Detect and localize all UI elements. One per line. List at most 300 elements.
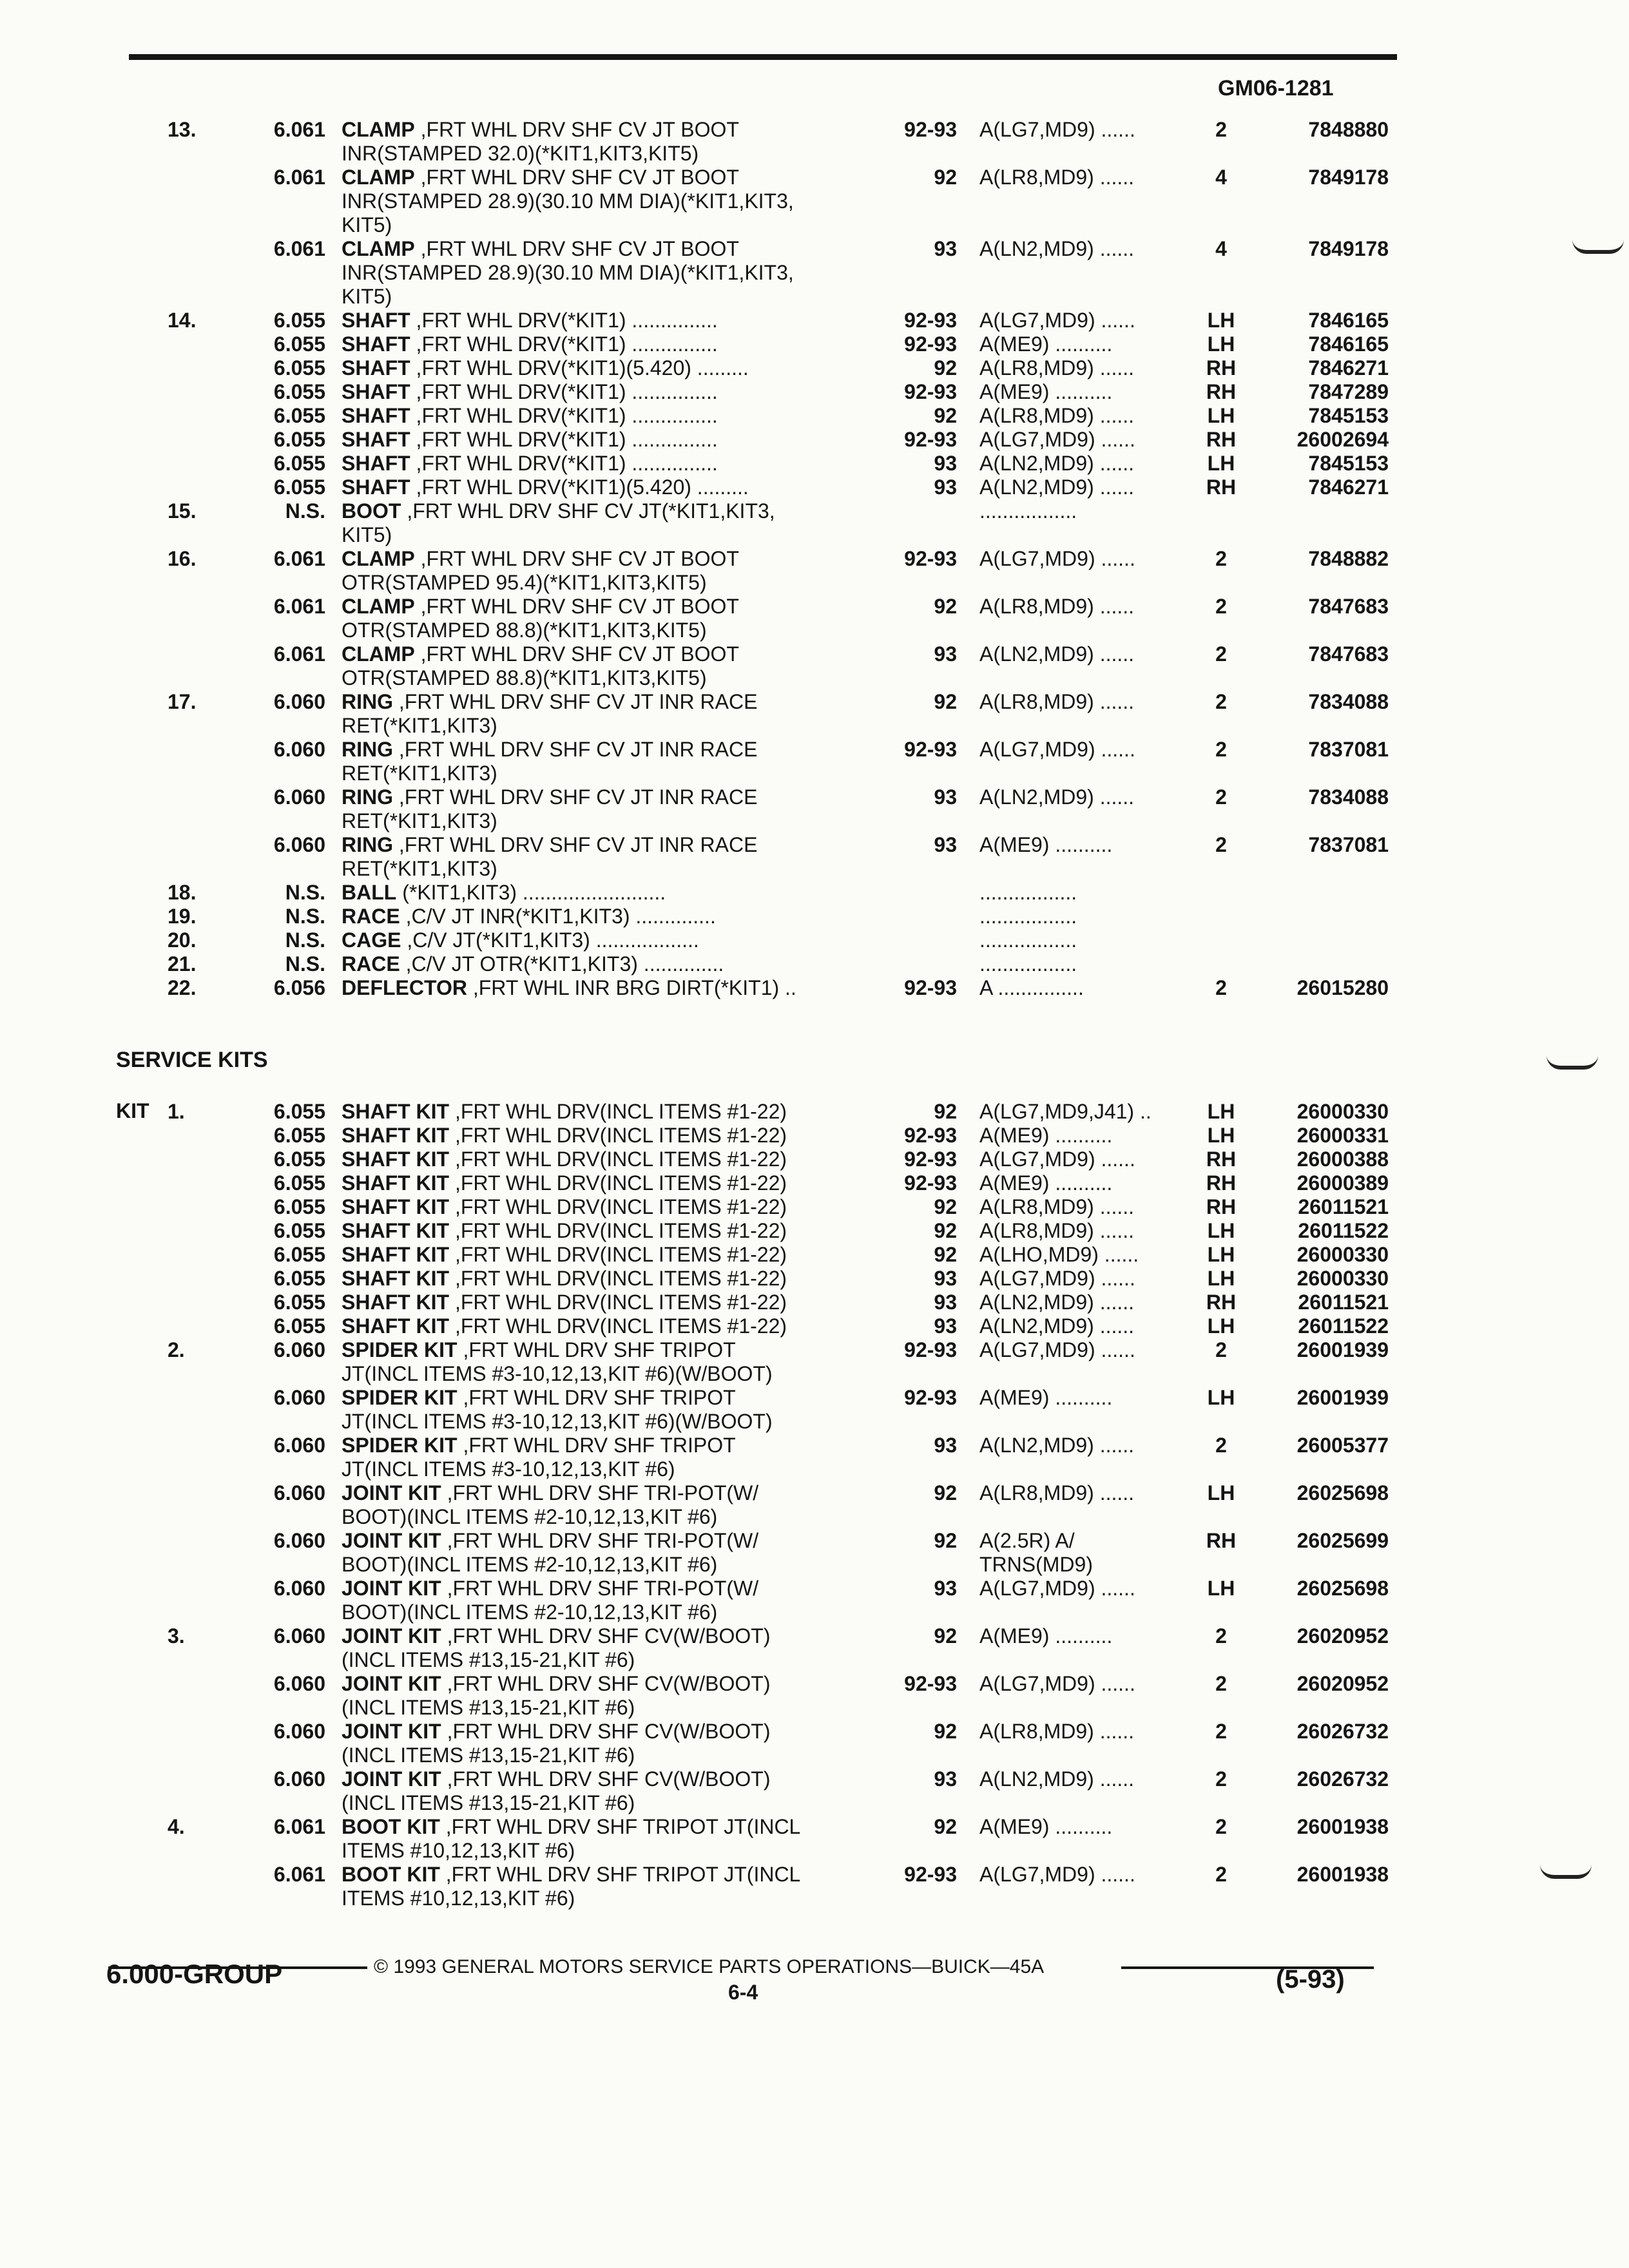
- model-year: 92-93: [904, 380, 957, 403]
- part-desc-text: ,FRT WHL DRV(*KIT1) ...............: [410, 332, 718, 356]
- part-row: [0, 475, 1629, 501]
- part-row: [0, 1338, 1629, 1363]
- model-year: 92: [934, 1243, 957, 1266]
- part-row: [0, 1481, 1629, 1506]
- quantity: LH: [1207, 452, 1235, 475]
- part-row: [0, 117, 1629, 143]
- part-row-continuation: [0, 713, 1629, 739]
- part-row-continuation: [0, 1552, 1629, 1578]
- part-number: 26020952: [1296, 1672, 1389, 1695]
- part-desc-text: (*KIT1,KIT3) .........................: [396, 881, 666, 904]
- model-year: 92-93: [904, 1171, 957, 1195]
- part-number: 7848880: [1308, 118, 1389, 141]
- part-desc-text: ,FRT WHL DRV SHF CV JT INR RACE: [393, 785, 758, 809]
- quantity: 2: [1215, 833, 1227, 856]
- part-name: CLAMP: [342, 595, 415, 618]
- part-name: JOINT KIT: [342, 1767, 441, 1791]
- part-number: 7849178: [1308, 237, 1389, 260]
- part-row: [0, 928, 1629, 954]
- model-year: 92-93: [904, 332, 957, 356]
- model-year: 92: [934, 1219, 957, 1242]
- item-number: 4.: [168, 1815, 185, 1838]
- part-number: 7847683: [1308, 595, 1389, 618]
- group-number: 6.055: [273, 1171, 325, 1195]
- group-number: 6.060: [273, 1481, 325, 1504]
- part-name: BOOT: [342, 499, 401, 523]
- group-number: 6.056: [273, 976, 325, 999]
- group-number: N.S.: [285, 499, 325, 523]
- part-name: RING: [342, 738, 393, 761]
- part-row-continuation: [0, 1361, 1629, 1387]
- model-year: 92: [934, 1624, 957, 1648]
- part-description: [342, 1218, 787, 1243]
- item-number: 16.: [168, 547, 197, 570]
- part-row: [0, 1671, 1629, 1697]
- quantity: 2: [1215, 1338, 1227, 1361]
- part-number: 7849178: [1308, 166, 1389, 189]
- service-kits-heading: SERVICE KITS: [116, 1048, 268, 1072]
- part-number: 7834088: [1308, 785, 1389, 809]
- model-year: 93: [934, 1291, 957, 1314]
- quantity: LH: [1207, 1386, 1235, 1409]
- model-year: 92-93: [904, 1338, 957, 1361]
- quantity: 2: [1215, 1863, 1227, 1886]
- part-desc-text: ,FRT WHL DRV(INCL ITEMS #1-22): [449, 1171, 787, 1195]
- part-number: 26000330: [1296, 1243, 1389, 1266]
- model-year: 93: [934, 237, 957, 260]
- part-number: 26025699: [1296, 1529, 1389, 1552]
- part-row: [0, 1719, 1629, 1745]
- group-number: 6.060: [273, 1529, 325, 1552]
- model-year: 92-93: [904, 1672, 957, 1695]
- part-number: 7834088: [1308, 690, 1389, 713]
- part-description: [342, 1433, 736, 1457]
- model-year: 92: [934, 356, 957, 380]
- item-number: 13.: [168, 118, 197, 141]
- item-number: 21.: [168, 952, 197, 975]
- part-row: [0, 380, 1629, 405]
- quantity: 2: [1215, 595, 1227, 618]
- part-description: [342, 689, 757, 714]
- part-desc-continuation: BOOT)(INCL ITEMS #2-10,12,13,KIT #6): [342, 1600, 718, 1624]
- application: A(LHO,MD9) ......: [979, 1243, 1139, 1266]
- part-row: [0, 1528, 1629, 1554]
- quantity: LH: [1207, 1219, 1235, 1242]
- application: A(ME9) ..........: [979, 1624, 1113, 1648]
- part-description: [342, 1290, 787, 1314]
- part-row-continuation: [0, 523, 1629, 548]
- application: A(LG7,MD9,J41) ..: [979, 1100, 1152, 1123]
- model-year: 92: [934, 1720, 957, 1743]
- part-description: [342, 1528, 758, 1553]
- model-year: 93: [934, 642, 957, 666]
- part-row: [0, 1314, 1629, 1340]
- part-desc-continuation: (INCL ITEMS #13,15-21,KIT #6): [342, 1744, 635, 1767]
- part-desc-continuation: KIT5): [342, 285, 392, 308]
- application: A(LN2,MD9) ......: [979, 1767, 1135, 1791]
- part-row-continuation: [0, 1791, 1629, 1816]
- top-rule: [129, 54, 1397, 60]
- part-desc-text: ,C/V JT INR(*KIT1,KIT3) ..............: [400, 905, 716, 928]
- margin-mark: [1540, 1865, 1592, 1879]
- part-name: SHAFT: [342, 380, 410, 403]
- part-description: [342, 1195, 787, 1219]
- quantity: LH: [1207, 1314, 1235, 1338]
- part-row: [0, 689, 1629, 715]
- model-year: 92-93: [904, 1386, 957, 1409]
- part-desc-continuation: KIT5): [342, 213, 392, 236]
- application: A(LR8,MD9) ......: [979, 1219, 1135, 1242]
- application: A(ME9) ..........: [979, 380, 1113, 403]
- part-number: 26000330: [1296, 1267, 1389, 1290]
- part-row-continuation: [0, 1886, 1629, 1912]
- part-number: 7845153: [1308, 404, 1389, 427]
- model-year: 92-93: [904, 547, 957, 570]
- group-number: 6.055: [273, 1267, 325, 1290]
- part-desc-text: ,FRT WHL DRV SHF TRI-POT(W/: [441, 1529, 759, 1552]
- part-description: [342, 1266, 787, 1291]
- part-row: [0, 880, 1629, 906]
- quantity: RH: [1206, 428, 1237, 451]
- application: .................: [979, 905, 1077, 928]
- application: A(LG7,MD9) ......: [979, 309, 1135, 332]
- part-desc-continuation: KIT5): [342, 523, 392, 546]
- part-row-continuation: [0, 809, 1629, 834]
- part-number: 7847289: [1308, 380, 1389, 403]
- part-number: 7837081: [1308, 833, 1389, 856]
- part-desc-continuation: INR(STAMPED 28.9)(30.10 MM DIA)(*KIT1,KIT3,: [342, 261, 794, 284]
- part-desc-text: ,FRT WHL DRV(INCL ITEMS #1-22): [449, 1314, 787, 1338]
- group-number: 6.055: [273, 428, 325, 451]
- quantity: 2: [1215, 785, 1227, 809]
- model-year: 93: [934, 1314, 957, 1338]
- part-name: JOINT KIT: [342, 1672, 441, 1695]
- part-row: [0, 1290, 1629, 1316]
- model-year: 92-93: [904, 1124, 957, 1147]
- part-desc-text: ,FRT WHL DRV SHF CV JT BOOT: [414, 166, 739, 189]
- part-row: [0, 356, 1629, 381]
- part-desc-text: ,FRT WHL DRV(INCL ITEMS #1-22): [449, 1267, 787, 1290]
- part-description: [342, 832, 757, 857]
- quantity: 2: [1215, 976, 1227, 999]
- part-name: SHAFT KIT: [342, 1100, 450, 1123]
- model-year: 93: [934, 1577, 957, 1600]
- part-description: [342, 1814, 800, 1839]
- part-name: BOOT KIT: [342, 1863, 440, 1886]
- part-desc-continuation: INR(STAMPED 28.9)(30.10 MM DIA)(*KIT1,KIT3,: [342, 189, 794, 213]
- part-row-continuation: [0, 666, 1629, 691]
- part-name: RACE: [342, 952, 400, 975]
- part-description: [342, 1147, 787, 1171]
- footer-page-number: 6-4: [728, 1981, 758, 2004]
- part-row-continuation: [0, 856, 1629, 882]
- part-name: RACE: [342, 905, 400, 928]
- group-number: 6.055: [273, 309, 325, 332]
- model-year: 92: [934, 1195, 957, 1218]
- part-row-continuation: [0, 570, 1629, 596]
- part-name: SHAFT KIT: [342, 1148, 450, 1171]
- quantity: RH: [1206, 476, 1237, 499]
- part-desc-continuation: OTR(STAMPED 95.4)(*KIT1,KIT3,KIT5): [342, 571, 707, 594]
- part-row-continuation: [0, 1600, 1629, 1626]
- quantity: RH: [1206, 1529, 1237, 1552]
- part-description: [342, 1171, 787, 1195]
- part-desc-text: ,FRT WHL DRV(*KIT1) ...............: [410, 452, 718, 475]
- part-number: 26026732: [1296, 1720, 1389, 1743]
- model-year: 92: [934, 690, 957, 713]
- part-row: [0, 785, 1629, 811]
- group-number: 6.055: [273, 404, 325, 427]
- application: A(LG7,MD9) ......: [979, 1338, 1135, 1361]
- group-number: 6.060: [273, 1338, 325, 1361]
- part-name: SHAFT KIT: [342, 1243, 450, 1266]
- part-desc-continuation: RET(*KIT1,KIT3): [342, 809, 497, 832]
- item-number: 19.: [168, 905, 197, 928]
- part-name: JOINT KIT: [342, 1529, 441, 1552]
- application: A(2.5R) A/: [979, 1529, 1075, 1552]
- part-name: SHAFT: [342, 332, 410, 356]
- quantity: RH: [1206, 1291, 1237, 1314]
- part-desc-text: ,FRT WHL DRV(*KIT1) ...............: [410, 404, 718, 427]
- part-row: [0, 642, 1629, 668]
- part-desc-text: ,C/V JT OTR(*KIT1,KIT3) ..............: [400, 952, 724, 975]
- part-desc-text: ,FRT WHL DRV SHF CV JT(*KIT1,KIT3,: [401, 499, 775, 523]
- application: A(ME9) ..........: [979, 1386, 1113, 1409]
- part-row: [0, 975, 1629, 1001]
- footer-copyright: © 1993 GENERAL MOTORS SERVICE PARTS OPERATIONS—BUICK—45A: [374, 1956, 1045, 1977]
- quantity: RH: [1206, 1148, 1237, 1171]
- part-desc-text: ,FRT WHL DRV SHF CV(W/BOOT): [441, 1720, 771, 1743]
- item-number: 18.: [168, 881, 197, 904]
- part-name: DEFLECTOR: [342, 976, 467, 999]
- model-year: 92: [934, 166, 957, 189]
- part-number: 7846271: [1308, 356, 1389, 380]
- group-number: N.S.: [285, 905, 325, 928]
- model-year: 92: [934, 404, 957, 427]
- group-number: 6.055: [273, 380, 325, 403]
- model-year: 92-93: [904, 118, 957, 141]
- part-description: [342, 594, 739, 619]
- group-number: 6.055: [273, 1291, 325, 1314]
- part-name: SHAFT KIT: [342, 1195, 450, 1218]
- application: A(LR8,MD9) ......: [979, 1481, 1135, 1504]
- quantity: 2: [1215, 1767, 1227, 1791]
- part-number: 26011521: [1298, 1291, 1389, 1314]
- quantity: LH: [1207, 332, 1235, 356]
- part-desc-text: ,FRT WHL DRV SHF CV JT INR RACE: [393, 738, 758, 761]
- part-number: 26000330: [1296, 1100, 1389, 1123]
- application: A(LN2,MD9) ......: [979, 237, 1135, 260]
- part-number: 26026732: [1296, 1767, 1389, 1791]
- part-number: 26011522: [1298, 1219, 1389, 1242]
- application: A(LG7,MD9) ......: [979, 547, 1135, 570]
- part-desc-text: ,FRT WHL DRV(*KIT1)(5.420) .........: [410, 476, 749, 499]
- item-number: 1.: [168, 1100, 185, 1123]
- part-row: [0, 1814, 1629, 1840]
- part-row: [0, 165, 1629, 191]
- group-number: 6.060: [273, 1624, 325, 1648]
- part-number: 26001939: [1296, 1338, 1389, 1361]
- group-number: 6.060: [273, 1577, 325, 1600]
- part-row: [0, 1099, 1629, 1125]
- part-desc-text: ,FRT WHL DRV(INCL ITEMS #1-22): [449, 1148, 787, 1171]
- part-desc-continuation: RET(*KIT1,KIT3): [342, 714, 497, 737]
- application: A(LN2,MD9) ......: [979, 1434, 1135, 1457]
- group-number: 6.055: [273, 1100, 325, 1123]
- model-year: 93: [934, 452, 957, 475]
- group-number: 6.061: [273, 1863, 325, 1886]
- part-row: [0, 832, 1629, 858]
- application: .................: [979, 881, 1077, 904]
- application: A(LN2,MD9) ......: [979, 785, 1135, 809]
- part-description: [342, 165, 739, 189]
- model-year: 92: [934, 1815, 957, 1838]
- part-desc-text: ,FRT WHL DRV(*KIT1) ...............: [410, 380, 718, 403]
- part-desc-text: ,FRT WHL DRV SHF CV JT BOOT: [414, 118, 739, 141]
- part-number: 26015280: [1296, 976, 1389, 999]
- model-year: 92: [934, 1100, 957, 1123]
- model-year: 93: [934, 1767, 957, 1791]
- part-number: 26025698: [1296, 1481, 1389, 1504]
- part-description: [342, 117, 739, 142]
- margin-mark: [1572, 240, 1624, 254]
- part-description: [342, 1767, 771, 1791]
- part-desc-text: ,FRT WHL DRV SHF CV(W/BOOT): [441, 1672, 771, 1695]
- part-row: [0, 594, 1629, 620]
- application: A(LR8,MD9) ......: [979, 404, 1135, 427]
- group-number: 6.060: [273, 1767, 325, 1791]
- part-name: SHAFT: [342, 452, 410, 475]
- part-row: [0, 1195, 1629, 1220]
- part-description: [342, 904, 716, 928]
- application: A(LG7,MD9) ......: [979, 428, 1135, 451]
- part-desc-continuation: (INCL ITEMS #13,15-21,KIT #6): [342, 1648, 635, 1671]
- part-row: [0, 1171, 1629, 1196]
- quantity: 2: [1215, 1672, 1227, 1695]
- model-year: 93: [934, 1434, 957, 1457]
- part-desc-continuation: INR(STAMPED 32.0)(*KIT1,KIT3,KIT5): [342, 142, 699, 165]
- quantity: 2: [1215, 118, 1227, 141]
- application: A(ME9) ..........: [979, 332, 1113, 356]
- application: A(LN2,MD9) ......: [979, 642, 1135, 666]
- part-description: [342, 928, 699, 952]
- model-year: 92-93: [904, 976, 957, 999]
- part-row-continuation: [0, 213, 1629, 238]
- part-number: 26020952: [1296, 1624, 1389, 1648]
- part-name: CLAMP: [342, 642, 415, 666]
- item-number: 3.: [168, 1624, 185, 1648]
- part-desc-continuation: OTR(STAMPED 88.8)(*KIT1,KIT3,KIT5): [342, 666, 707, 689]
- part-name: RING: [342, 690, 393, 713]
- part-desc-text: ,FRT WHL DRV SHF CV(W/BOOT): [441, 1624, 771, 1648]
- group-number: 6.060: [273, 738, 325, 761]
- part-description: [342, 1719, 771, 1744]
- part-description: [342, 380, 718, 404]
- group-number: 6.055: [273, 332, 325, 356]
- part-description: [342, 1862, 800, 1887]
- part-description: [342, 1481, 758, 1505]
- part-desc-text: ,FRT WHL DRV SHF TRIPOT JT(INCL: [439, 1863, 801, 1886]
- part-description: [342, 403, 718, 428]
- model-year: 93: [934, 476, 957, 499]
- part-row: [0, 1433, 1629, 1459]
- group-number: N.S.: [285, 952, 325, 975]
- item-number: 20.: [168, 928, 197, 952]
- part-number: 7846165: [1308, 309, 1389, 332]
- part-row-continuation: [0, 618, 1629, 644]
- application: A(LR8,MD9) ......: [979, 1195, 1135, 1218]
- quantity: 2: [1215, 1624, 1227, 1648]
- part-desc-continuation: (INCL ITEMS #13,15-21,KIT #6): [342, 1791, 635, 1814]
- part-name: SPIDER KIT: [342, 1338, 458, 1361]
- quantity: LH: [1207, 1481, 1235, 1504]
- part-name: RING: [342, 785, 393, 809]
- item-number: 17.: [168, 690, 197, 713]
- part-desc-continuation: OTR(STAMPED 88.8)(*KIT1,KIT3,KIT5): [342, 619, 707, 642]
- model-year: 92: [934, 1529, 957, 1552]
- part-description: [342, 499, 775, 523]
- part-description: [342, 1576, 758, 1600]
- part-description: [342, 332, 718, 356]
- application: A(LG7,MD9) ......: [979, 738, 1135, 761]
- part-name: CLAMP: [342, 118, 415, 141]
- part-desc-text: ,FRT WHL DRV(*KIT1) ...............: [410, 428, 718, 451]
- part-desc-text: ,FRT WHL DRV(INCL ITEMS #1-22): [449, 1291, 787, 1314]
- part-number: 26001938: [1296, 1863, 1389, 1886]
- application: .................: [979, 952, 1077, 975]
- part-description: [342, 785, 757, 809]
- part-description: [342, 737, 757, 762]
- quantity: LH: [1207, 404, 1235, 427]
- model-year: 92-93: [904, 1863, 957, 1886]
- part-row-continuation: [0, 284, 1629, 310]
- part-number: 26025698: [1296, 1577, 1389, 1600]
- quantity: 2: [1215, 690, 1227, 713]
- item-number: 2.: [168, 1338, 185, 1361]
- part-desc-text: ,FRT WHL DRV SHF TRIPOT: [457, 1434, 736, 1457]
- part-row-continuation: [0, 1838, 1629, 1864]
- part-number: 7837081: [1308, 738, 1389, 761]
- application: A(LR8,MD9) ......: [979, 595, 1135, 618]
- model-year: 92-93: [904, 1148, 957, 1171]
- part-row: [0, 499, 1629, 524]
- part-name: RING: [342, 833, 393, 856]
- part-desc-continuation: ITEMS #10,12,13,KIT #6): [342, 1887, 575, 1910]
- part-desc-continuation: BOOT)(INCL ITEMS #2-10,12,13,KIT #6): [342, 1505, 718, 1528]
- quantity: LH: [1207, 1577, 1235, 1600]
- part-description: [342, 1624, 771, 1648]
- part-number: 26000389: [1296, 1171, 1389, 1195]
- quantity: LH: [1207, 1100, 1235, 1123]
- group-number: 6.060: [273, 833, 325, 856]
- application: .................: [979, 928, 1077, 952]
- application-continuation: TRNS(MD9): [979, 1553, 1093, 1576]
- application: A(LN2,MD9) ......: [979, 452, 1135, 475]
- group-number: N.S.: [285, 881, 325, 904]
- part-row: [0, 1123, 1629, 1149]
- group-number: 6.055: [273, 356, 325, 380]
- quantity: RH: [1206, 356, 1237, 380]
- part-desc-text: ,FRT WHL DRV(INCL ITEMS #1-22): [449, 1195, 787, 1218]
- group-number: 6.061: [273, 1815, 325, 1838]
- application: A(LN2,MD9) ......: [979, 1314, 1135, 1338]
- part-desc-text: ,FRT WHL DRV SHF TRIPOT JT(INCL: [439, 1815, 801, 1838]
- part-row: [0, 952, 1629, 977]
- part-desc-text: ,FRT WHL DRV(*KIT1)(5.420) .........: [410, 356, 749, 380]
- group-number: 6.055: [273, 1195, 325, 1218]
- part-description: [342, 427, 718, 452]
- application: A(LG7,MD9) ......: [979, 118, 1135, 141]
